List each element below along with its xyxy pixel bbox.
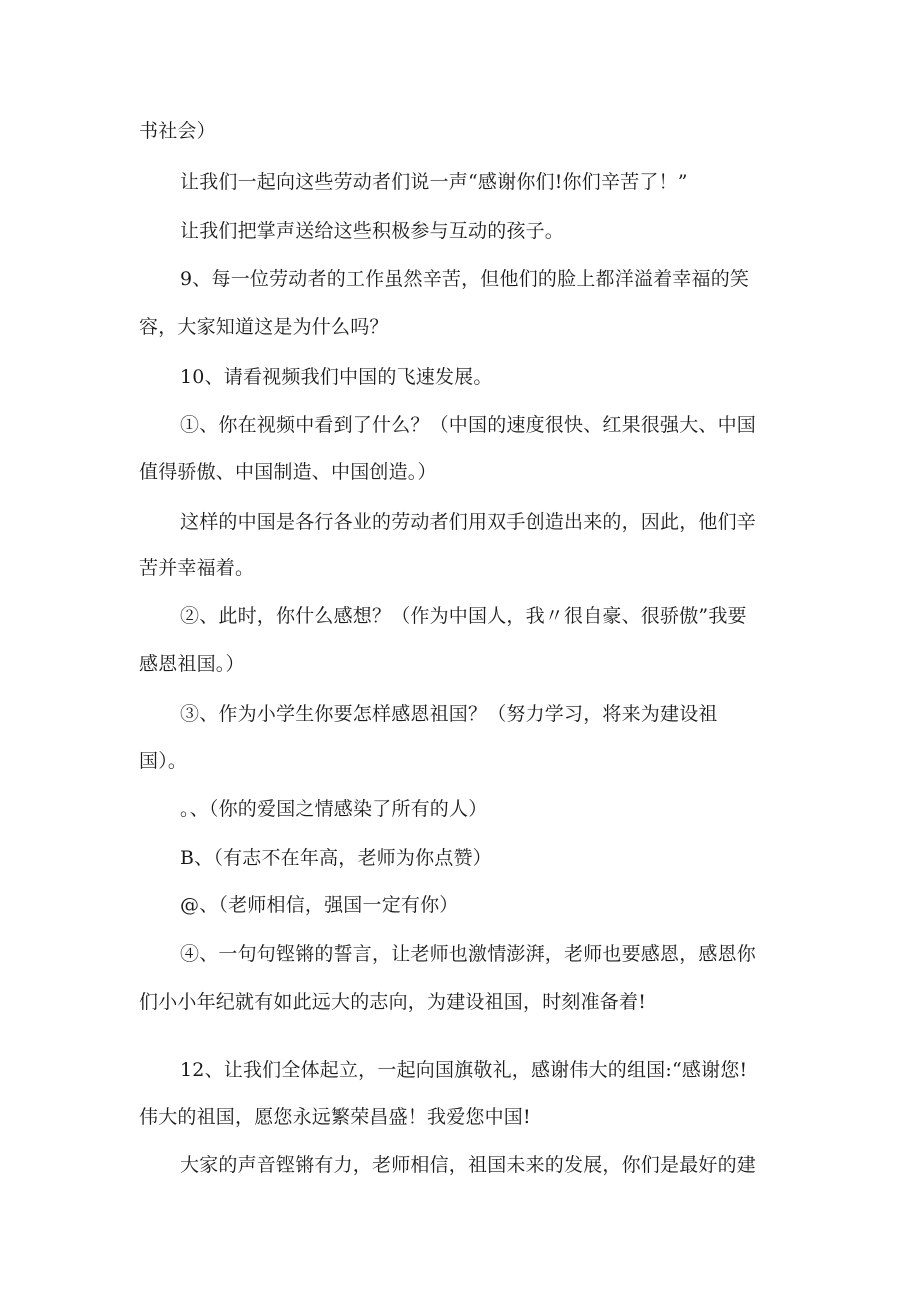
text-line: ②、此时，你什么感想？（作为中国人，我〃很自豪、很骄傲”我要 [180, 605, 747, 627]
text-line: 书社会） [139, 120, 216, 142]
text-line: 让我们一起向这些劳动者们说一声“感谢你们!你们辛苦了！” [180, 171, 688, 193]
text-line: 大家的声音铿锵有力，老师相信，祖国未来的发展，你们是最好的建 [180, 1154, 757, 1176]
text-line: B、（有志不在年高，老师为你点赞） [180, 847, 492, 869]
text-line: 这样的中国是各行各业的劳动者们用双手创造出来的，因此，他们辛 [180, 511, 757, 533]
text-line: @、（老师相信，强国一定有你） [180, 894, 459, 916]
text-line: ④、一句句铿锵的誓言，让老师也激情澎湃，老师也要感恩，感恩你 [180, 943, 757, 965]
text-line: ③、作为小学生你要怎样感恩祖国？（努力学习，将来为建设祖 [180, 703, 718, 725]
text-line: 值得骄傲、中国制造、中国创造。） [139, 461, 437, 483]
text-line: 。、（你的爱国之情感染了所有的人） [180, 798, 488, 820]
text-line: 让我们把掌声送给这些积极参与互动的孩子。 [180, 220, 565, 242]
text-line: 9、每一位劳动者的工作虽然辛苦，但他们的脸上都洋溢着幸福的笑 [180, 268, 750, 290]
text-line: 容，大家知道这是为什么吗？ [139, 316, 389, 338]
text-line: 们小小年纪就有如此远大的志向，为建设祖国，时刻准备着! [139, 991, 647, 1013]
text-line: 12、让我们全体起立，一起向国旗敬礼，感谢伟大的组国:“感谢您! [180, 1059, 748, 1081]
text-line: 感恩祖国。） [139, 653, 245, 675]
text-line: 国）。 [139, 750, 188, 772]
text-line: 苦并幸福着。 [139, 557, 255, 579]
text-line: 伟大的祖国，愿您永远繁荣昌盛！我爱您中国! [139, 1106, 531, 1128]
text-line: 10、请看视频我们中国的飞速发展。 [180, 366, 493, 388]
text-line: ①、你在视频中看到了什么？（中国的速度很快、红果很强大、中国 [180, 414, 757, 436]
